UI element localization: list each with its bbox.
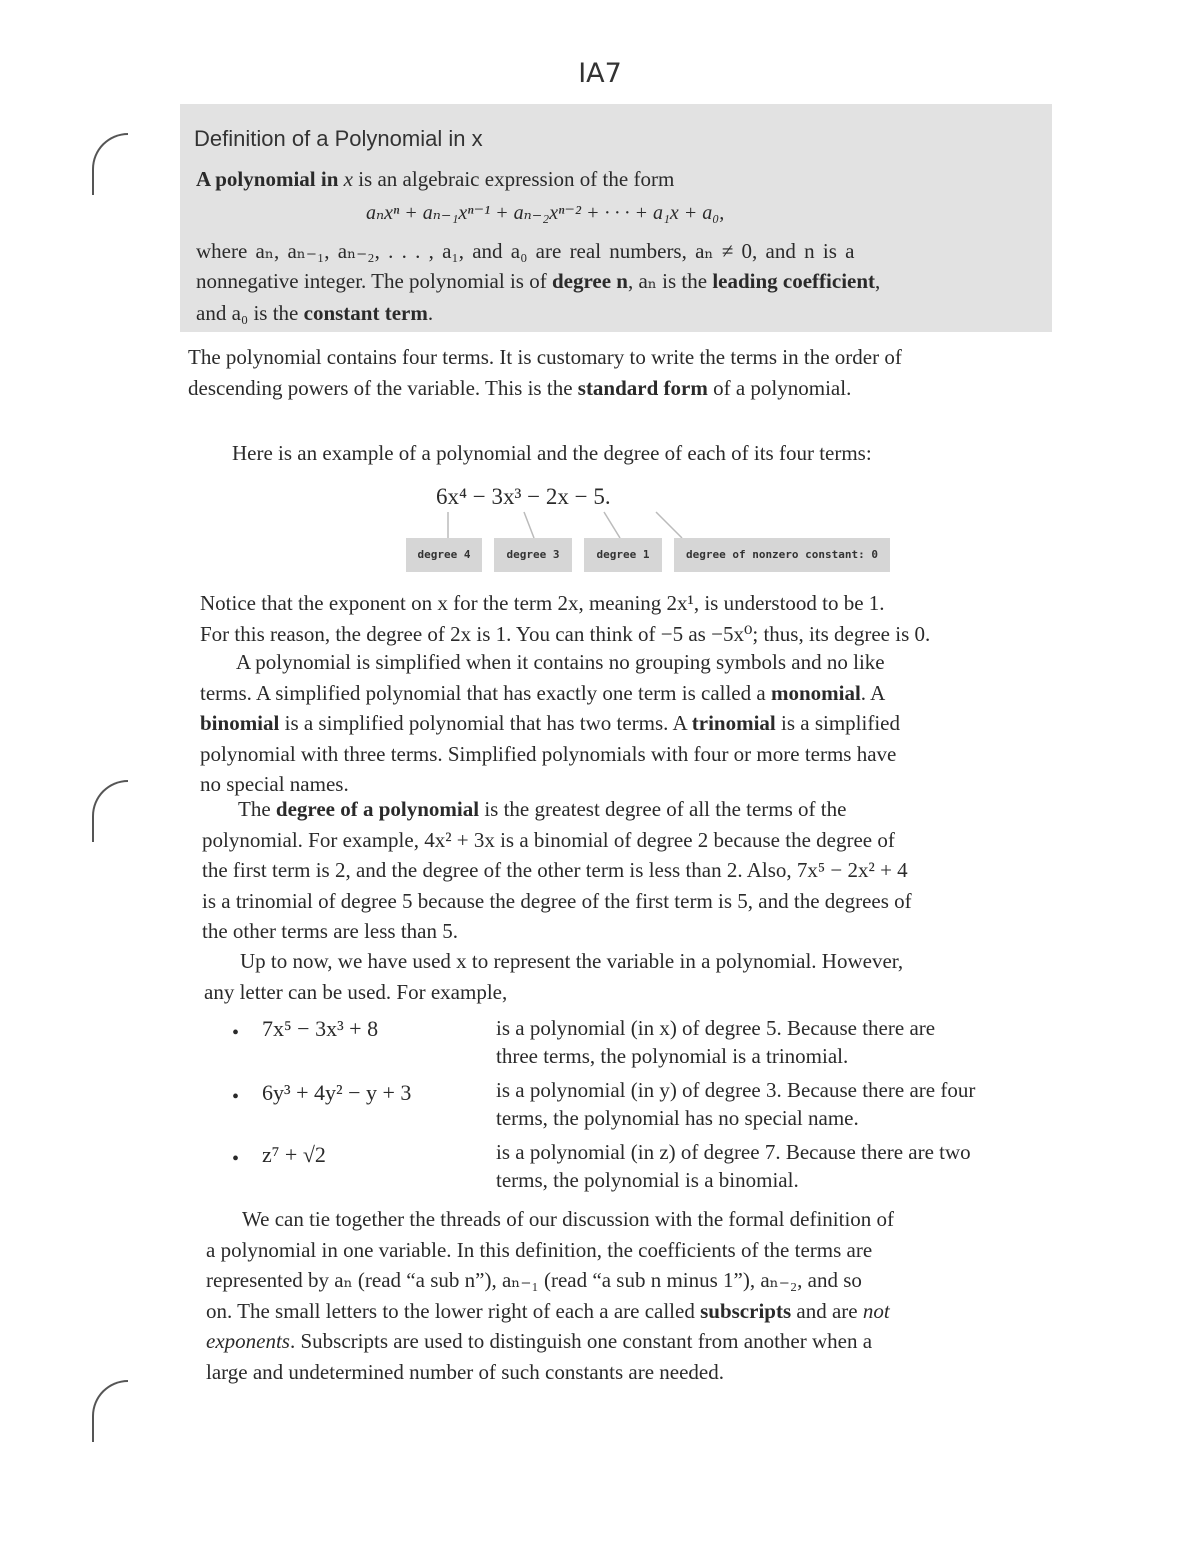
example-expression: z⁷ + √2 [262, 1142, 326, 1167]
text-line: We can tie together the threads of our discussion with the formal definition of [242, 1207, 895, 1231]
text-line: polynomial. For example, 4x² + 3x is a binomial of degree 2 because the degree of [202, 827, 895, 852]
text-line: is a trinomial of degree 5 because the degree of the first term is 5, and the degrees of [202, 888, 912, 913]
degree-badge: degree of nonzero constant: 0 [674, 538, 890, 572]
binder-hole-mark [92, 1380, 128, 1442]
degree-connector-lines [0, 0, 1200, 600]
binder-hole-mark [92, 780, 128, 842]
bullet-icon: • [232, 1148, 240, 1170]
text-line: Up to now, we have used x to represent the variable in a polynomial. However, [240, 949, 904, 973]
degree-badge: degree 3 [494, 538, 572, 572]
text-line: the other terms are less than 5. [202, 919, 458, 944]
text-line: exponents. Subscripts are used to distinguish one constant from another when a [206, 1329, 873, 1354]
text-line: represented by aₙ (read “a sub n”), aₙ₋₁ (read “a sub n minus 1”), aₙ₋₂, and so [206, 1268, 862, 1293]
text-line: any letter can be used. For example, [204, 979, 508, 1004]
degree-paragraph [202, 794, 1102, 947]
example-expression: 6y³ + 4y² − y + 3 [262, 1080, 412, 1105]
text-line: the first term is 2, and the degree of the other term is less than 2. Also, 7x⁵ − 2x² + 4 [202, 858, 908, 883]
definition-line-1: A polynomial in x is an algebraic expression of the form [196, 167, 675, 191]
standard-form-line-2: descending powers of the variable. This is the standard form of a polynomial. [188, 376, 852, 400]
example-expression: 7x⁵ − 3x³ + 8 [262, 1016, 379, 1041]
definition-line-4: nonnegative integer. The polynomial is of degree n, aₙ is the leading coefficient, [196, 269, 881, 293]
text-line: no special names. [200, 772, 349, 797]
bullet-icon: • [232, 1022, 240, 1044]
exponent-paragraph [200, 588, 1100, 649]
degree-badge: degree 1 [584, 538, 662, 572]
example-description: is a polynomial (in x) of degree 5. Because there are three terms, the polynomial is a trinomial. [496, 1016, 936, 1068]
text-line: polynomial with three terms. Simplified polynomials with four or more terms have [200, 741, 897, 766]
definition-line-5: and a₀ is the constant term. [196, 301, 434, 325]
text-line: terms. A simplified polynomial that has exactly one term is called a monomial. A [200, 680, 886, 705]
formal-definition-paragraph [206, 1204, 1106, 1388]
example-description: is a polynomial (in z) of degree 7. Because there are two terms, the polynomial is a binomial. [496, 1140, 971, 1192]
degree-badge: degree 4 [406, 538, 482, 572]
text-line: The degree of a polynomial is the greatest degree of all the terms of the [238, 797, 847, 821]
variable-paragraph [204, 946, 1104, 1007]
text-line: For this reason, the degree of 2x is 1. You can think of −5 as −5x⁰; thus, its degree is 0. [200, 621, 931, 646]
example-polynomial: 6x⁴ − 3x³ − 2x − 5. [436, 484, 611, 509]
text-line: binomial is a simplified polynomial that has two terms. A trinomial is a simplified [200, 711, 900, 736]
definition-formula: aₙxⁿ + aₙ₋₁xⁿ⁻¹ + aₙ₋₂xⁿ⁻² + · · · + a₁x + a₀, [366, 202, 725, 224]
text-line: on. The small letters to the lower right of each a are called subscripts and are not [206, 1298, 890, 1323]
example-intro: Here is an example of a polynomial and the degree of each of its four terms: [232, 441, 872, 465]
text-line: Notice that the exponent on x for the term 2x, meaning 2x¹, is understood to be 1. [200, 591, 885, 615]
page-id: IA7 [578, 58, 622, 89]
bullet-icon: • [232, 1086, 240, 1108]
simplified-paragraph [200, 647, 1100, 800]
text-line: a polynomial in one variable. In this definition, the coefficients of the terms are [206, 1237, 873, 1262]
standard-form-line-1: The polynomial contains four terms. It is customary to write the terms in the order of [188, 345, 902, 369]
definition-line-3: where aₙ, aₙ₋₁, aₙ₋₂, . . . , a₁, and a₀ are real numbers, aₙ ≠ 0, and n is a [196, 239, 855, 263]
text-line: A polynomial is simplified when it contains no grouping symbols and no like [236, 650, 885, 674]
example-description: is a polynomial (in y) of degree 3. Because there are four terms, the polynomial has no special name. [496, 1078, 976, 1130]
definition-heading: Definition of a Polynomial in x [194, 126, 483, 151]
text-line: large and undetermined number of such constants are needed. [206, 1359, 725, 1384]
